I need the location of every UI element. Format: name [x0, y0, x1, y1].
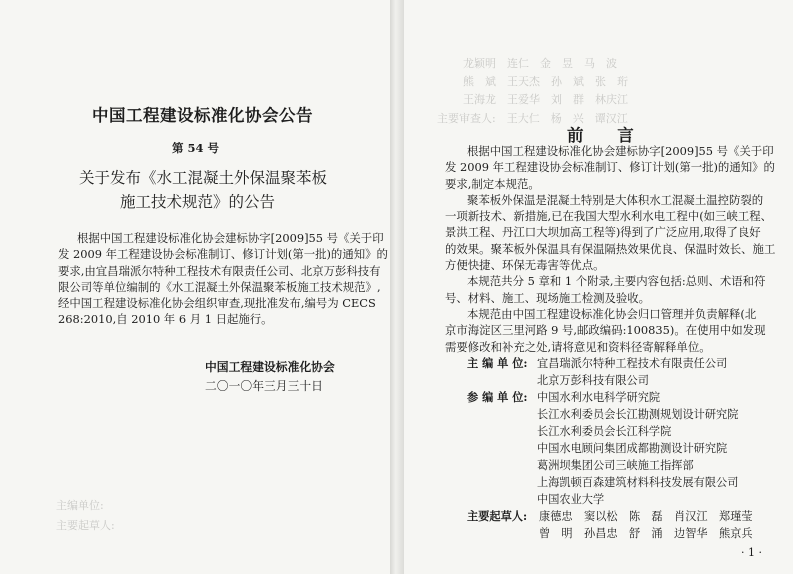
- chief-unit: 宜昌瑞派尔特种工程技术有限责任公司: [537, 357, 728, 370]
- drafter-name: 孙昌忠: [584, 527, 618, 540]
- drafter-name: 曾 明: [539, 527, 573, 540]
- drafter-name: 郑瑾莹: [719, 510, 753, 523]
- book-gutter: [390, 0, 404, 574]
- announcement-subtitle-line-2: 施工技术规范》的公告: [120, 193, 276, 211]
- preface-line: 需要修改和补充之处,请将意见和资料径寄解释单位。: [445, 339, 711, 354]
- preface-line: 的效果。聚苯板外保温具有保温隔热效果优良、保温时效长、施工: [445, 241, 776, 256]
- body-line: 根据中国工程建设标准化协会建标协字[2009]55 号《关于印: [77, 231, 384, 245]
- signature-date: 二〇一〇年三月三十日: [205, 379, 323, 393]
- bleed-through-right-3: 王海龙 王爱华 刘 群 林庆江: [463, 93, 628, 106]
- bleed-through-right-1: 龙颖明 连仁 金 昱 马 波: [463, 57, 617, 70]
- drafter-name: 边智华: [674, 527, 708, 540]
- preface-line: 要求,制定本规范。: [445, 176, 540, 191]
- bleed-through-left-2: 主编单位:: [56, 499, 104, 512]
- drafters-label: 主要起草人:: [467, 509, 528, 523]
- participating-units-label: 参 编 单 位:: [467, 390, 528, 404]
- participating-unit: 长江水利委员会长江勘测规划设计研究院: [537, 408, 739, 421]
- right-page: [397, 0, 793, 574]
- preface-line: 京市海淀区三里河路 9 号,邮政编码:100835)。在使用中如发现: [445, 323, 766, 338]
- participating-unit: 葛洲坝集团公司三峡施工指挥部: [537, 459, 694, 472]
- preface-line: 方便快捷、环保无毒害等优点。: [445, 258, 605, 273]
- preface-line: 景洪工程、丹江口大坝加高工程等)得到了广泛应用,取得了良好: [445, 225, 761, 240]
- participating-unit: 长江水利委员会长江科学院: [537, 425, 672, 438]
- body-line: 发 2009 年工程建设协会标准制订、修订计划(第一批)的通知》的: [58, 247, 388, 262]
- participating-unit: 上海凯顿百森建筑材料科技发展有限公司: [537, 476, 739, 489]
- participating-unit: 中国水利水电科学研究院: [537, 391, 661, 404]
- drafter-name: 熊京兵: [719, 527, 753, 540]
- bleed-through-right-4: 主要审查人: 王大仁 杨 兴 谭汉江: [437, 112, 628, 125]
- preface-line: 号、材料、施工、现场施工检测及验收。: [445, 290, 651, 305]
- body-line: 限公司等单位编制的《水工混凝土外保温聚苯板施工技术规范》,: [58, 279, 381, 294]
- drafter-name: 窦以松: [584, 510, 618, 523]
- body-line: 经中国工程建设标准化协会组织审查,现批准发布,编号为 CECS: [58, 296, 376, 311]
- page-number: · 1 ·: [741, 546, 762, 559]
- bleed-through-right-2: 熊 斌 王天杰 孙 斌 张 珩: [463, 75, 628, 88]
- preface-heading: 前 言: [567, 126, 648, 145]
- body-line: 要求,由宜昌瑞派尔特种工程技术有限责任公司、北京万彭科技有: [58, 263, 381, 278]
- left-page: [0, 0, 396, 574]
- participating-unit: 中国农业大学: [537, 493, 605, 506]
- preface-line: 本规范由中国工程建设标准化协会归口管理并负责解释(北: [467, 306, 757, 321]
- signature-org: 中国工程建设标准化协会: [205, 360, 335, 374]
- drafter-name: 康德忠: [539, 510, 573, 523]
- participating-unit: 中国水电顾问集团成都勘测设计研究院: [537, 442, 728, 455]
- preface-line: 一项新技术、新措施,已在我国大型水利水电工程中(如三峡工程、: [445, 209, 773, 224]
- preface-line: 发 2009 年工程建设协会标准制订、修订计划(第一批)的通知》的: [445, 160, 775, 175]
- drafter-name: 陈 磊: [629, 510, 663, 523]
- body-line: 268:2010,自 2010 年 6 月 1 日起施行。: [58, 312, 273, 327]
- preface-line: 聚苯板外保温是混凝土特别是大体积水工混凝土温控防裂的: [467, 192, 764, 207]
- announcement-body: [58, 230, 388, 328]
- preface-line: 本规范共分 5 章和 1 个附录,主要内容包括:总则、术语和符: [467, 274, 766, 289]
- announcement-number: 第 54 号: [172, 141, 220, 155]
- bleed-through-left-1: 主要起草人:: [56, 519, 115, 532]
- chief-unit: 北京万彭科技有限公司: [537, 374, 649, 387]
- drafter-name: 肖汉江: [674, 510, 708, 523]
- announcement-title: 中国工程建设标准化协会公告: [92, 106, 313, 125]
- preface-line: 根据中国工程建设标准化协会建标协字[2009]55 号《关于印: [467, 144, 774, 158]
- announcement-subtitle-line-1: 关于发布《水工混凝土外保温聚苯板: [79, 169, 328, 187]
- drafter-name: 舒 涌: [629, 527, 663, 540]
- chief-units-label: 主 编 单 位:: [467, 356, 528, 370]
- preface-body: [445, 143, 775, 355]
